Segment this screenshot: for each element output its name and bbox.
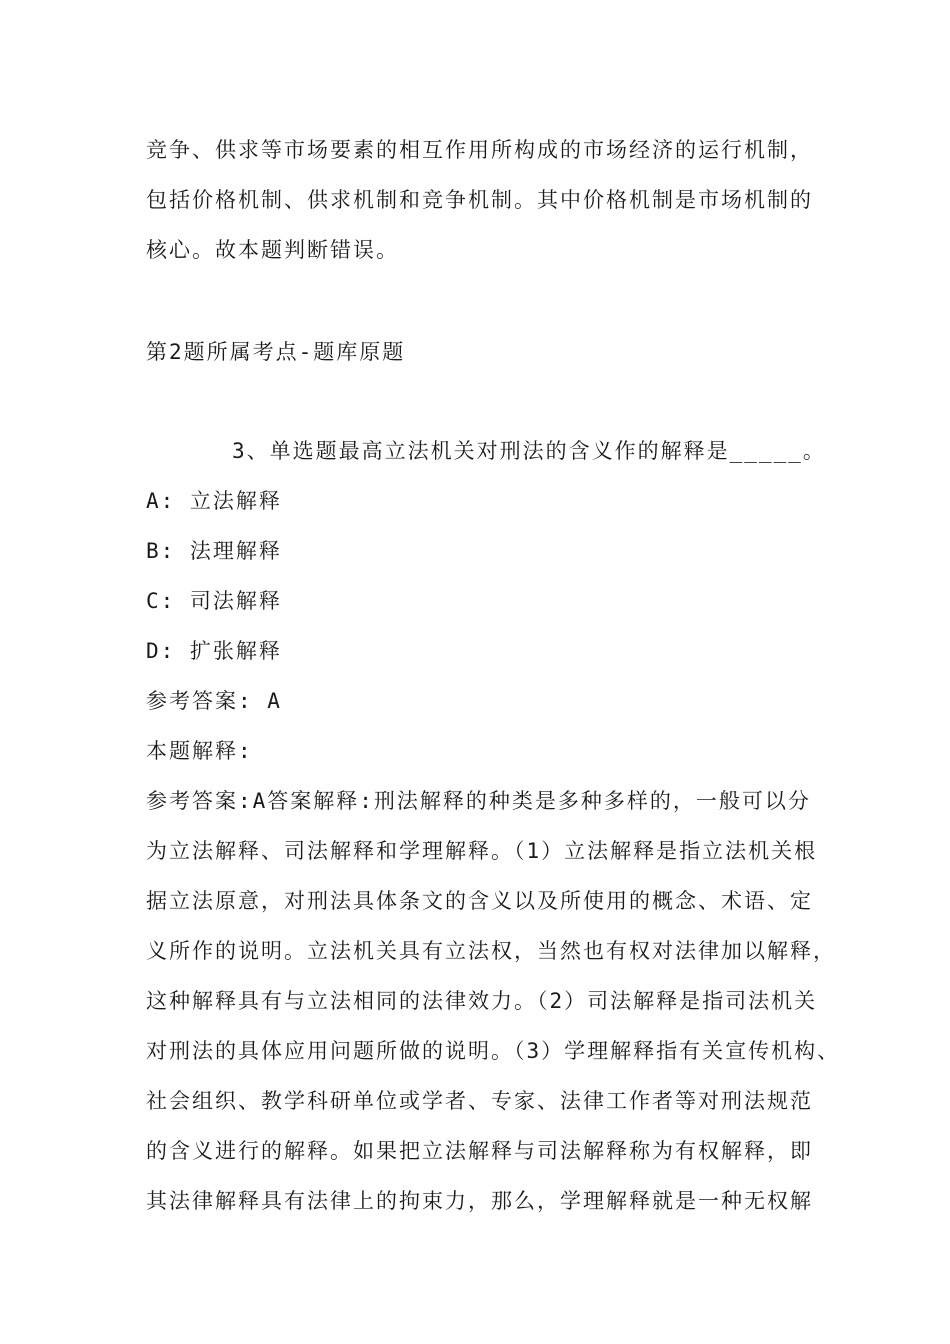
option-c: C: 司法解释 [146, 589, 282, 613]
explanation-line-3: 据立法原意，对刑法具体条文的含义以及所使用的概念、术语、定 [146, 889, 813, 913]
explanation-line-2: 为立法解释、司法解释和学理解释。（1）立法解释是指立法机关根 [146, 839, 818, 863]
prev-explanation-line-3: 核心。故本题判断错误。 [146, 238, 399, 262]
explanation-line-8: 的含义进行的解释。如果把立法解释与司法解释称为有权解释，即 [146, 1139, 813, 1163]
explanation-line-1: 参考答案:A答案解释:刑法解释的种类是多种多样的，一般可以分 [146, 789, 811, 813]
explanation-heading: 本题解释: [146, 739, 253, 763]
option-a: A: 立法解释 [146, 489, 282, 513]
explanation-line-7: 社会组织、教学科研单位或学者、专家、法律工作者等对刑法规范 [146, 1089, 813, 1113]
reference-answer: 参考答案: A [146, 689, 282, 713]
prev-explanation-line-1: 竞争、供求等市场要素的相互作用所构成的市场经济的运行机制， [146, 138, 813, 162]
explanation-line-5: 这种解释具有与立法相同的法律效力。（2）司法解释是指司法机关 [146, 989, 818, 1013]
prev-explanation-line-2: 包括价格机制、供求机制和竞争机制。其中价格机制是市场机制的 [146, 188, 813, 212]
explanation-line-4: 义所作的说明。立法机关具有立法权，当然也有权对法律加以解释， [146, 939, 836, 963]
option-d: D: 扩张解释 [146, 639, 282, 663]
explanation-line-6: 对刑法的具体应用问题所做的说明。（3）学理解释指有关宣传机构、 [146, 1039, 841, 1063]
q2-source-label: 第2题所属考点-题库原题 [146, 340, 406, 364]
question-3-stem: 3、单选题最高立法机关对刑法的含义作的解释是_____。 [232, 439, 826, 463]
explanation-line-9: 其法律解释具有法律上的拘束力，那么，学理解释就是一种无权解 [146, 1189, 813, 1213]
option-b: B: 法理解释 [146, 539, 282, 563]
